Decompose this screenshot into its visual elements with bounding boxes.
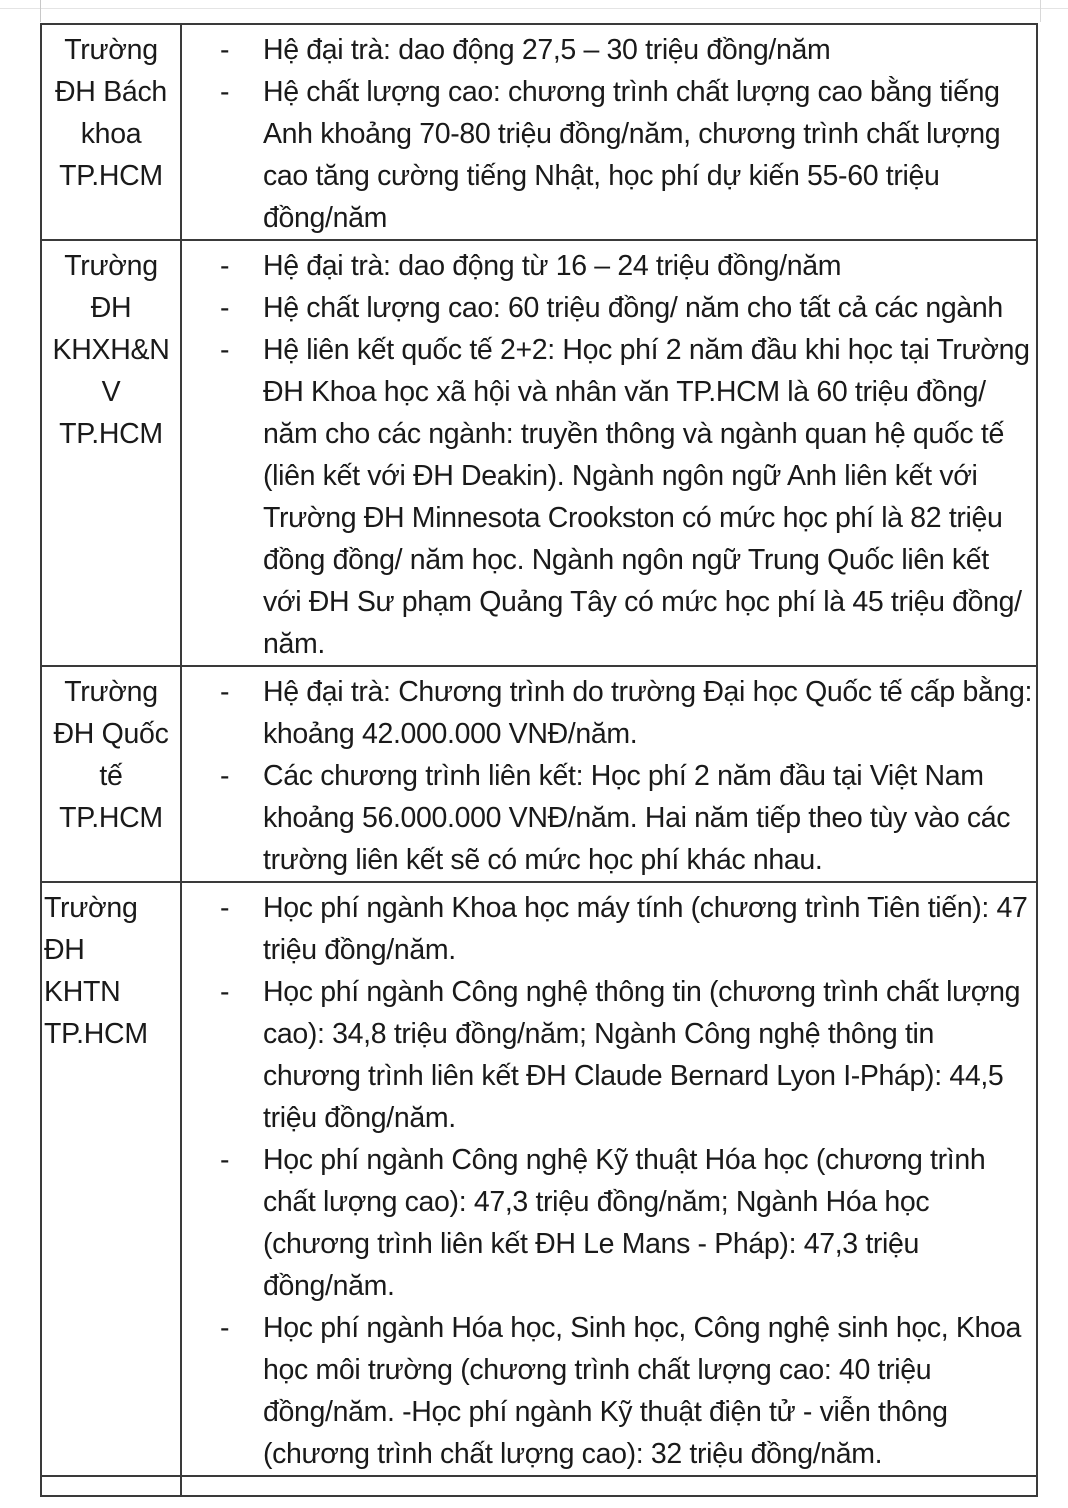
fee-list-item	[182, 329, 1036, 665]
fee-text: Hệ đại trà: dao động 27,5 – 30 triệu đồng/năm	[263, 34, 831, 66]
fee-text: Học phí ngành Hóa học, Sinh học, Công nghệ sinh học, Khoa học môi trường (chương trình chất lượng cao: 40 triệu đồng/năm. -Học phí ngành Kỹ thuật điện tử - viễn thông (chương trình chất lượng cao): 32 triệu đồng/năm.	[263, 1312, 1022, 1470]
fee-list-item	[182, 1139, 1036, 1307]
empty-cell	[181, 1476, 1037, 1496]
fee-list	[182, 671, 1036, 881]
table-row	[41, 24, 1037, 240]
fee-text: Hệ liên kết quốc tế 2+2: Học phí 2 năm đầu khi học tại Trường ĐH Khoa học xã hội và nhân văn TP.HCM là 60 triệu đồng/ năm cho các ngành: truyền thông và ngành quan hệ quốc tế (liên kết với ĐH Deakin). Ngành ngôn ngữ Anh liên kết với Trường ĐH Minnesota Crookston có mức học phí là 82 triệu đồng đồng/ năm học. Ngành ngôn ngữ Trung Quốc liên kết với ĐH Sư phạm Quảng Tây có mức học phí là 45 triệu đồng/ năm.	[263, 334, 1030, 660]
tuition-details-cell	[181, 240, 1037, 666]
table-row	[41, 240, 1037, 666]
fee-text: Hệ chất lượng cao: chương trình chất lượng cao bằng tiếng Anh khoảng 70-80 triệu đồng/năm, chương trình chất lượng cao tăng cường tiếng Nhật, học phí dự kiến 55-60 triệu đồng/năm	[263, 76, 1001, 234]
tuition-details-cell	[181, 24, 1037, 240]
fee-list-item	[182, 71, 1036, 239]
bullet-dash: -	[220, 76, 230, 108]
fee-list-item	[182, 971, 1036, 1139]
bullet-dash: -	[220, 892, 230, 924]
table-row	[41, 882, 1037, 1476]
bullet-dash: -	[220, 292, 230, 324]
fee-list-item	[182, 245, 1036, 287]
fee-list-item	[182, 1307, 1036, 1475]
bullet-dash: -	[220, 1144, 230, 1176]
tuition-details-cell	[181, 666, 1037, 882]
fee-list-item	[182, 755, 1036, 881]
fee-text: Hệ chất lượng cao: 60 triệu đồng/ năm cho tất cả các ngành	[263, 292, 1003, 324]
bullet-dash: -	[220, 1312, 230, 1344]
fee-text: Các chương trình liên kết: Học phí 2 năm đầu tại Việt Nam khoảng 56.000.000 VNĐ/năm. Hai năm tiếp theo tùy vào các trường liên kết sẽ có mức học phí khác nhau.	[263, 760, 1011, 876]
bullet-dash: -	[220, 34, 230, 66]
fee-text: Học phí ngành Công nghệ Kỹ thuật Hóa học (chương trình chất lượng cao): 47,3 triệu đồng/năm; Ngành Hóa học (chương trình liên kết ĐH Le Mans - Pháp): 47,3 triệu đồng/năm.	[263, 1144, 986, 1302]
school-name-cell: Trường ĐH KHXH&N V TP.HCM	[41, 240, 181, 666]
table-row-partial	[41, 1476, 1037, 1496]
fee-list	[182, 29, 1036, 239]
table-row	[41, 666, 1037, 882]
bullet-dash: -	[220, 976, 230, 1008]
page-top-edge	[0, 0, 1068, 9]
bullet-dash: -	[220, 760, 230, 792]
school-name-cell: Trường ĐH Bách khoa TP.HCM	[41, 24, 181, 240]
fee-list-item	[182, 287, 1036, 329]
school-name-cell: Trường ĐH KHTN TP.HCM	[41, 882, 181, 1476]
fee-text: Học phí ngành Khoa học máy tính (chương trình Tiên tiến): 47 triệu đồng/năm.	[263, 892, 1028, 966]
bullet-dash: -	[220, 250, 230, 282]
margin-mark-right	[1040, 0, 1041, 22]
bullet-dash: -	[220, 334, 230, 366]
school-name-cell: Trường ĐH Quốc tế TP.HCM	[41, 666, 181, 882]
fee-list	[182, 245, 1036, 665]
fee-list-item	[182, 29, 1036, 71]
fee-list-item	[182, 671, 1036, 755]
margin-mark-left	[40, 0, 41, 22]
fee-text: Hệ đại trà: Chương trình do trường Đại học Quốc tế cấp bằng: khoảng 42.000.000 VNĐ/năm.	[263, 676, 1033, 750]
fee-list-item	[182, 887, 1036, 971]
bullet-dash: -	[220, 676, 230, 708]
tuition-table	[40, 23, 1038, 1497]
fee-text: Học phí ngành Công nghệ thông tin (chương trình chất lượng cao): 34,8 triệu đồng/năm; Ngành Công nghệ thông tin chương trình liên kết ĐH Claude Bernard Lyon I-Pháp): 44,5 triệu đồng/năm.	[263, 976, 1021, 1134]
tuition-table-body	[41, 24, 1037, 1496]
fee-text: Hệ đại trà: dao động từ 16 – 24 triệu đồng/năm	[263, 250, 842, 282]
empty-cell	[41, 1476, 181, 1496]
fee-list	[182, 887, 1036, 1475]
tuition-details-cell	[181, 882, 1037, 1476]
